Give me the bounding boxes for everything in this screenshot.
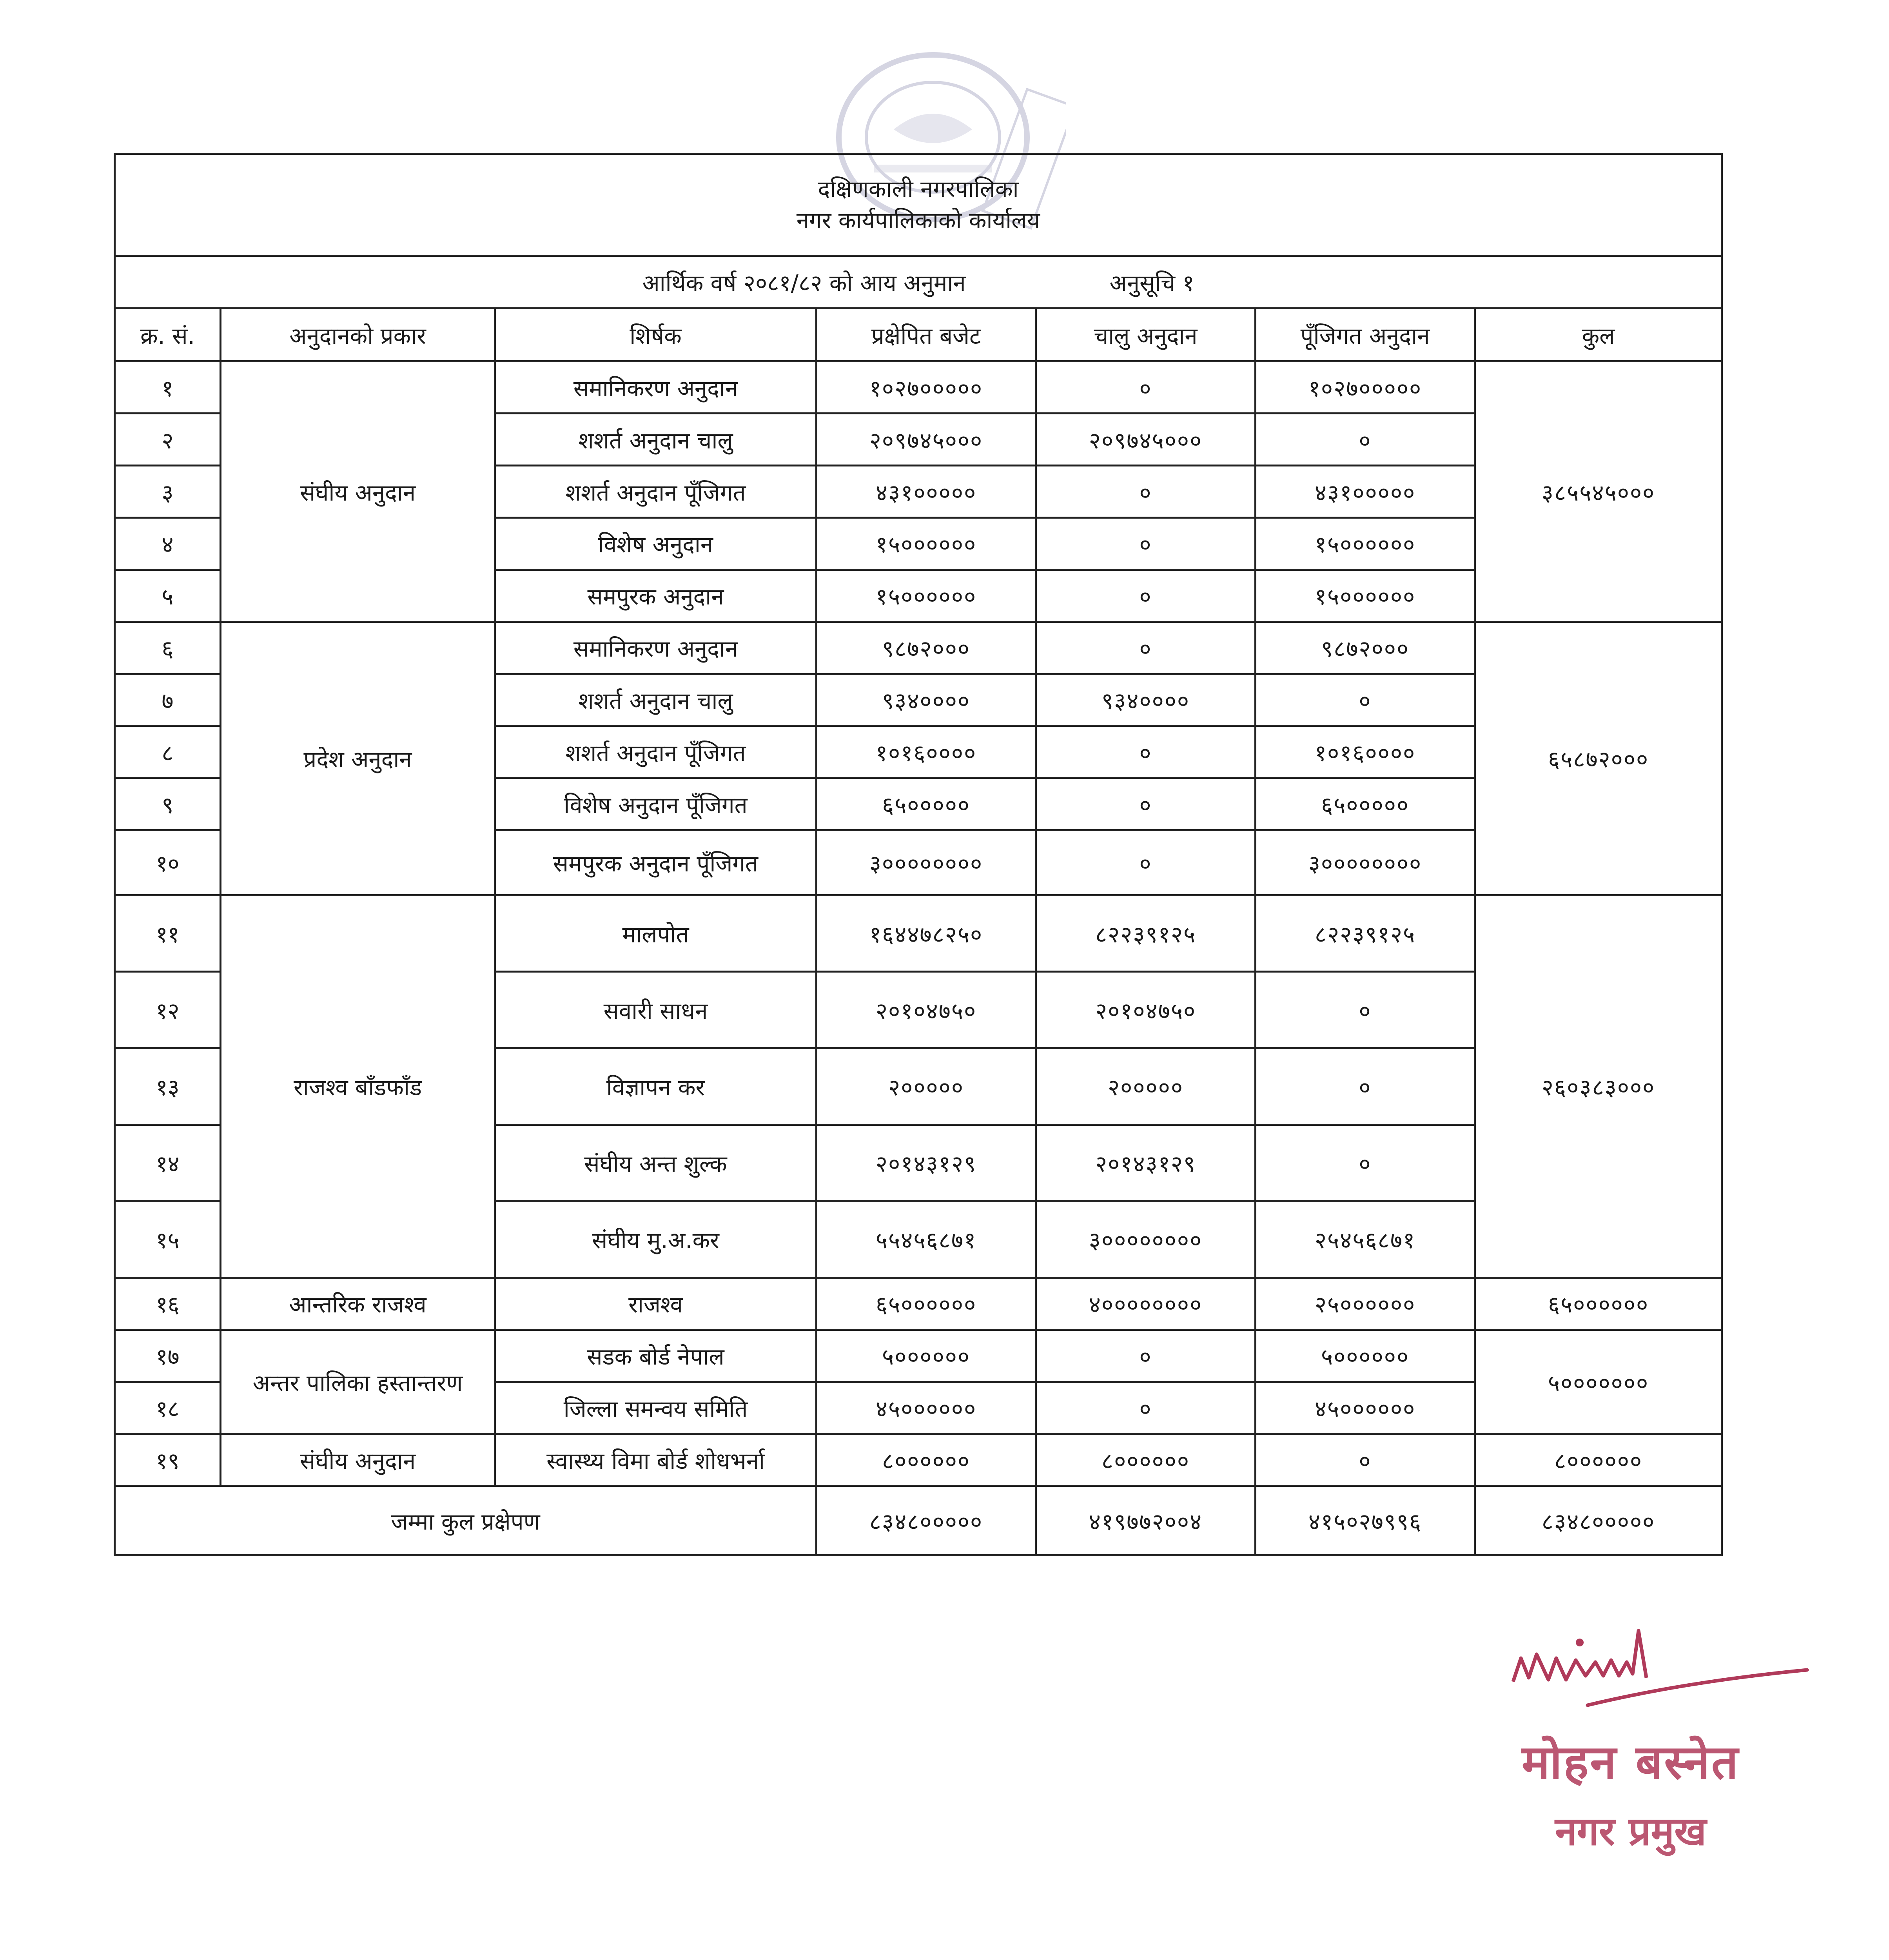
grand-total-total: ८३४८००००० — [1475, 1486, 1722, 1555]
table-row — [115, 622, 1722, 674]
grant-type-cell: राजश्व बाँडफाँड — [221, 895, 495, 1278]
projected-budget-cell: ३०००००००० — [817, 830, 1036, 895]
heading-cell: जिल्ला समन्वय समिति — [495, 1382, 817, 1434]
serial-number: १३ — [115, 1048, 221, 1125]
municipality-name: दक्षिणकाली नगरपालिका — [818, 176, 1019, 203]
heading-cell: सवारी साधन — [495, 972, 817, 1048]
serial-number: १७ — [115, 1330, 221, 1382]
column-header-row — [115, 309, 1722, 361]
serial-number: १४ — [115, 1125, 221, 1201]
group-total-cell: ८०००००० — [1475, 1434, 1722, 1486]
projected-budget-cell: ९३४०००० — [817, 674, 1036, 726]
grant-type-cell: संघीय अनुदान — [221, 1434, 495, 1486]
grand-total-current: ४१९७७२००४ — [1036, 1486, 1256, 1555]
heading-cell: विशेष अनुदान पूँजिगत — [495, 778, 817, 830]
projected-budget-cell: २०१०४७५० — [817, 972, 1036, 1048]
col-header-heading: शिर्षक — [495, 309, 817, 361]
col-header-projected: प्रक्षेपित बजेट — [817, 309, 1036, 361]
current-grant-cell: ० — [1036, 570, 1256, 622]
schedule-label: अनुसूचि १ — [1109, 269, 1194, 296]
serial-number: १९ — [115, 1434, 221, 1486]
signature-mark — [1497, 1592, 1819, 1721]
grand-total-capital: ४१५०२७९९६ — [1256, 1486, 1475, 1555]
projected-budget-cell: १६४४७८२५० — [817, 895, 1036, 972]
grant-type-cell: अन्तर पालिका हस्तान्तरण — [221, 1330, 495, 1434]
heading-cell: शशर्त अनुदान पूँजिगत — [495, 466, 817, 518]
heading-cell: समानिकरण अनुदान — [495, 361, 817, 414]
current-grant-cell: ० — [1036, 830, 1256, 895]
capital-grant-cell: १५०००००० — [1256, 517, 1475, 570]
signatory-name: मोहन बस्नेत — [1521, 1735, 1740, 1790]
group-total-cell: ५००००००० — [1475, 1330, 1722, 1434]
capital-grant-cell: २५४५६८७१ — [1256, 1201, 1475, 1278]
serial-number: ९ — [115, 778, 221, 830]
heading-cell: मालपोत — [495, 895, 817, 972]
heading-cell: विशेष अनुदान — [495, 517, 817, 570]
serial-number: १५ — [115, 1201, 221, 1278]
projected-budget-cell: २०९७४५००० — [817, 414, 1036, 466]
group-total-cell: ६५८७२००० — [1475, 622, 1722, 895]
projected-budget-cell: २००००० — [817, 1048, 1036, 1125]
capital-grant-cell: ४३१००००० — [1256, 466, 1475, 518]
projected-budget-cell: १५०००००० — [817, 570, 1036, 622]
capital-grant-cell: ३०००००००० — [1256, 830, 1475, 895]
current-grant-cell: ० — [1036, 466, 1256, 518]
capital-grant-cell: १५०००००० — [1256, 570, 1475, 622]
projected-budget-cell: २०१४३१२९ — [817, 1125, 1036, 1201]
current-grant-cell: ३०००००००० — [1036, 1201, 1256, 1278]
current-grant-cell: ८२२३९१२५ — [1036, 895, 1256, 972]
current-grant-cell: ९३४०००० — [1036, 674, 1256, 726]
serial-number: ८ — [115, 726, 221, 778]
col-header-grant-type: अनुदानको प्रकार — [221, 309, 495, 361]
heading-cell: शशर्त अनुदान पूँजिगत — [495, 726, 817, 778]
heading-cell: विज्ञापन कर — [495, 1048, 817, 1125]
heading-cell: समानिकरण अनुदान — [495, 622, 817, 674]
fiscal-title-cell — [115, 256, 1722, 309]
serial-number: ५ — [115, 570, 221, 622]
current-grant-cell: २०९७४५००० — [1036, 414, 1256, 466]
grand-total-label: जम्मा कुल प्रक्षेपण — [115, 1486, 817, 1555]
current-grant-cell: ८०००००० — [1036, 1434, 1256, 1486]
capital-grant-cell: ० — [1256, 1125, 1475, 1201]
projected-budget-cell: ६५००००० — [817, 778, 1036, 830]
projected-budget-cell: ६५०००००० — [817, 1278, 1036, 1330]
grant-type-cell: आन्तरिक राजश्व — [221, 1278, 495, 1330]
serial-number: ७ — [115, 674, 221, 726]
current-grant-cell: ४०००००००० — [1036, 1278, 1256, 1330]
serial-number: १० — [115, 830, 221, 895]
projected-budget-cell: ४३१००००० — [817, 466, 1036, 518]
signatory-title: नगर प्रमुख — [1555, 1808, 1706, 1854]
title-block — [115, 154, 1722, 256]
heading-cell: संघीय अन्त शुल्क — [495, 1125, 817, 1201]
table-row — [115, 1278, 1722, 1330]
grant-type-cell: प्रदेश अनुदान — [221, 622, 495, 895]
current-grant-cell: ० — [1036, 1330, 1256, 1382]
heading-cell: समपुरक अनुदान — [495, 570, 817, 622]
projected-budget-cell: १०१६०००० — [817, 726, 1036, 778]
current-grant-cell: २००००० — [1036, 1048, 1256, 1125]
grand-total-row — [115, 1486, 1722, 1555]
table-row — [115, 895, 1722, 972]
capital-grant-cell: ० — [1256, 1434, 1475, 1486]
current-grant-cell: ० — [1036, 778, 1256, 830]
current-grant-cell: ० — [1036, 726, 1256, 778]
serial-number: ४ — [115, 517, 221, 570]
serial-number: २ — [115, 414, 221, 466]
current-grant-cell: ० — [1036, 517, 1256, 570]
grant-type-cell: संघीय अनुदान — [221, 361, 495, 622]
office-name: नगर कार्यपालिकाको कार्यालय — [796, 207, 1040, 234]
title-block-row — [115, 154, 1722, 256]
serial-number: ६ — [115, 622, 221, 674]
capital-grant-cell: ६५००००० — [1256, 778, 1475, 830]
serial-number: ११ — [115, 895, 221, 972]
fiscal-title-row — [115, 256, 1722, 309]
projected-budget-cell: ५५४५६८७१ — [817, 1201, 1036, 1278]
projected-budget-cell: ९८७२००० — [817, 622, 1036, 674]
table-row — [115, 1330, 1722, 1382]
serial-number: १६ — [115, 1278, 221, 1330]
capital-grant-cell: ० — [1256, 1048, 1475, 1125]
serial-number: १८ — [115, 1382, 221, 1434]
projected-budget-cell: ४५०००००० — [817, 1382, 1036, 1434]
table-row — [115, 361, 1722, 414]
serial-number: ३ — [115, 466, 221, 518]
capital-grant-cell: ८२२३९१२५ — [1256, 895, 1475, 972]
serial-number: १२ — [115, 972, 221, 1048]
projected-budget-cell: १०२७००००० — [817, 361, 1036, 414]
serial-number: १ — [115, 361, 221, 414]
heading-cell: सडक बोर्ड नेपाल — [495, 1330, 817, 1382]
projected-budget-cell: ८०००००० — [817, 1434, 1036, 1486]
group-total-cell: ३८५५४५००० — [1475, 361, 1722, 622]
heading-cell: समपुरक अनुदान पूँजिगत — [495, 830, 817, 895]
current-grant-cell: ० — [1036, 1382, 1256, 1434]
table-row — [115, 1434, 1722, 1486]
group-total-cell: २६०३८३००० — [1475, 895, 1722, 1278]
heading-cell: शशर्त अनुदान चालु — [495, 674, 817, 726]
capital-grant-cell: ० — [1256, 972, 1475, 1048]
grand-total-projected: ८३४८००००० — [817, 1486, 1036, 1555]
heading-cell: स्वास्थ्य विमा बोर्ड शोधभर्ना — [495, 1434, 817, 1486]
capital-grant-cell: ४५०००००० — [1256, 1382, 1475, 1434]
col-header-sn: क्र. सं. — [115, 309, 221, 361]
capital-grant-cell: ५०००००० — [1256, 1330, 1475, 1382]
capital-grant-cell: ० — [1256, 674, 1475, 726]
heading-cell: राजश्व — [495, 1278, 817, 1330]
projected-budget-cell: ५०००००० — [817, 1330, 1036, 1382]
col-header-current: चालु अनुदान — [1036, 309, 1256, 361]
group-total-cell: ६५०००००० — [1475, 1278, 1722, 1330]
current-grant-cell: ० — [1036, 622, 1256, 674]
projected-budget-cell: १५०००००० — [817, 517, 1036, 570]
heading-cell: संघीय मु.अ.कर — [495, 1201, 817, 1278]
current-grant-cell: २०१४३१२९ — [1036, 1125, 1256, 1201]
capital-grant-cell: ९८७२००० — [1256, 622, 1475, 674]
capital-grant-cell: ० — [1256, 414, 1475, 466]
current-grant-cell: ० — [1036, 361, 1256, 414]
current-grant-cell: २०१०४७५० — [1036, 972, 1256, 1048]
heading-cell: शशर्त अनुदान चालु — [495, 414, 817, 466]
income-estimate-table — [114, 153, 1723, 1556]
capital-grant-cell: २५०००००० — [1256, 1278, 1475, 1330]
fiscal-title: आर्थिक वर्ष २०८१/८२ को आय अनुमान — [642, 269, 966, 296]
capital-grant-cell: १०१६०००० — [1256, 726, 1475, 778]
col-header-total: कुल — [1475, 309, 1722, 361]
col-header-capital: पूँजिगत अनुदान — [1256, 309, 1475, 361]
capital-grant-cell: १०२७००००० — [1256, 361, 1475, 414]
